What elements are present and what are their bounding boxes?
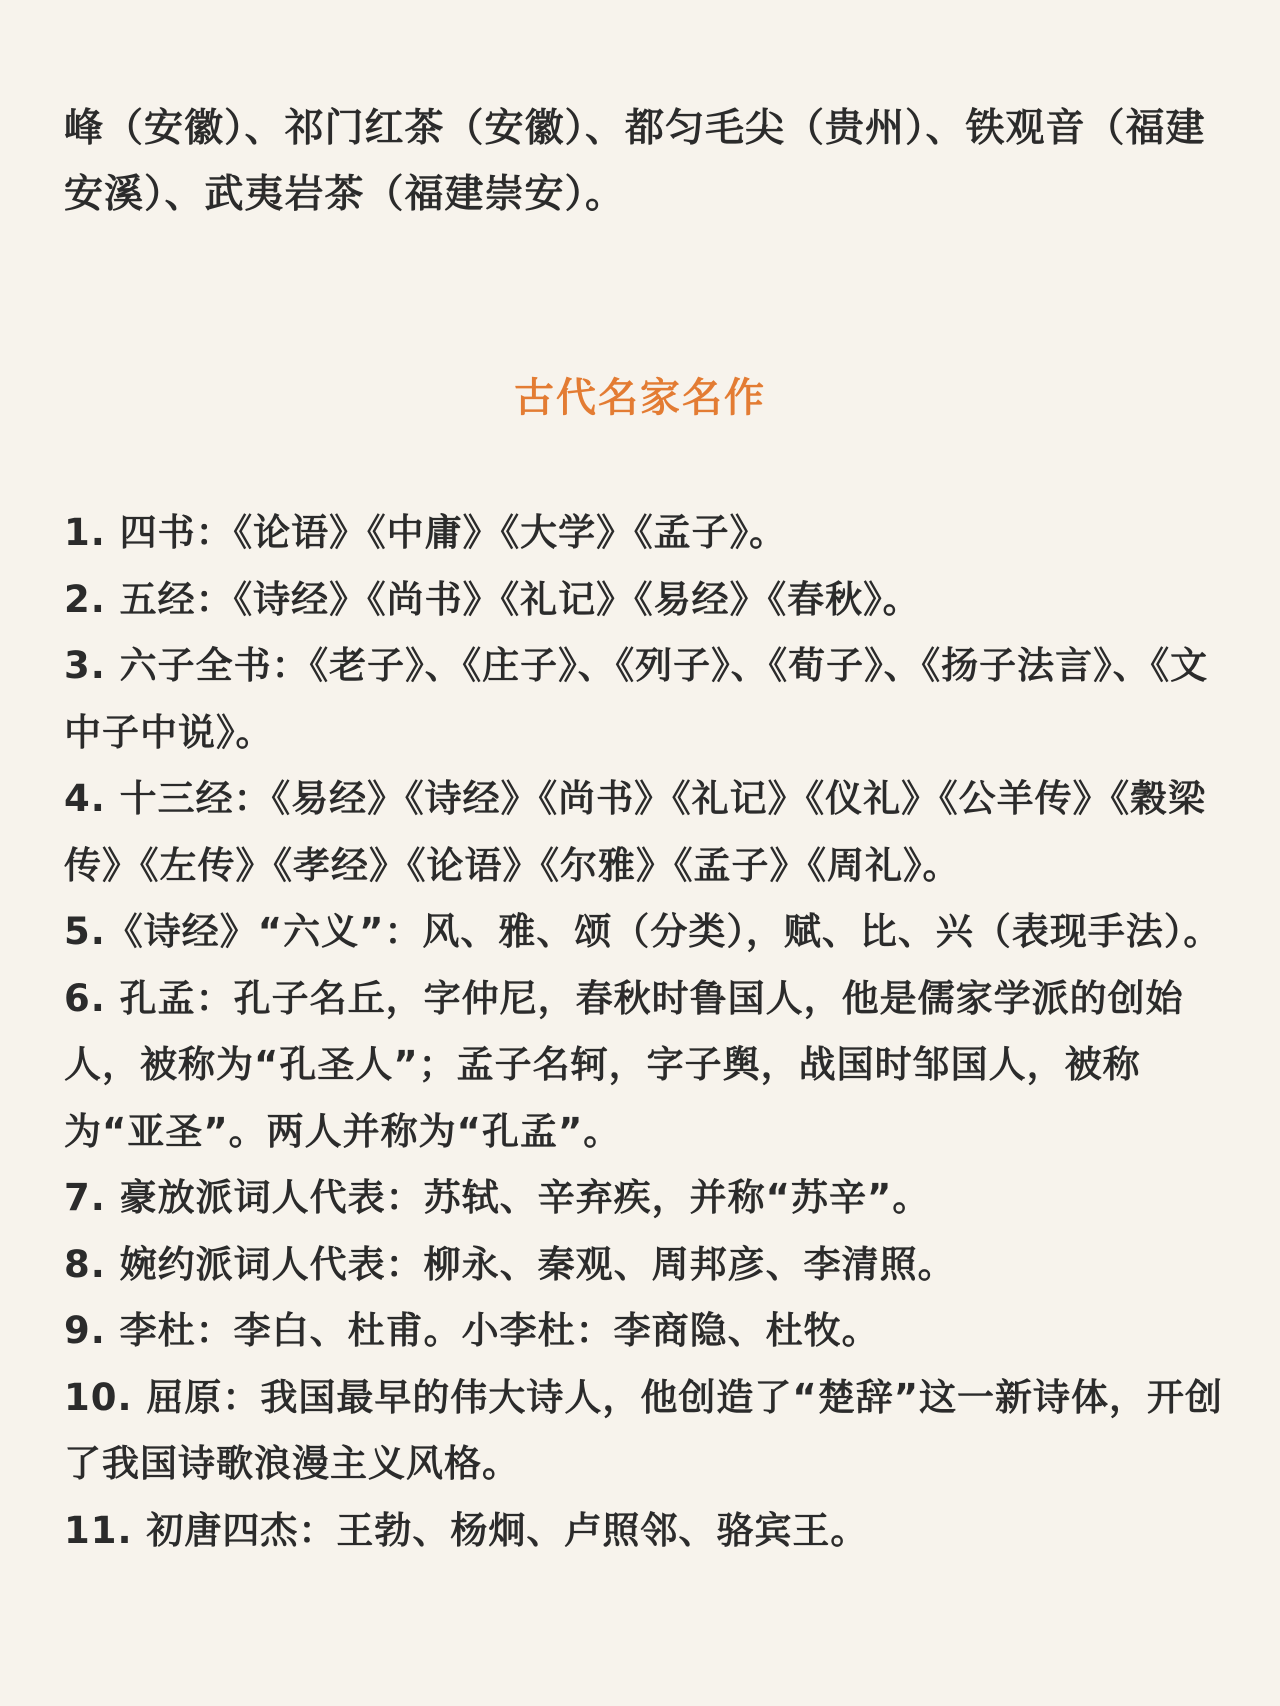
famous-works-list xyxy=(64,500,1224,1564)
list-item: 9. 李杜：李白、杜甫。小李杜：李商隐、杜牧。 xyxy=(64,1309,880,1352)
list-item: 11. 初唐四杰：王勃、杨炯、卢照邻、骆宾王。 xyxy=(64,1508,869,1552)
list-item: 6. 孔孟：孔子名丘，字仲尼，春秋时鲁国人，他是儒家学派的创始人，被称为“孔圣人”；孟子名轲，字子舆，战国时邹国人，被称为“亚圣”。两人并称为“孔孟”。 xyxy=(64,976,1184,1153)
list-item: 10. 屈原：我国最早的伟大诗人，他创造了“楚辞”这一新诗体，开创了我国诗歌浪漫主义风格。 xyxy=(64,1375,1224,1485)
intro-paragraph: 峰（安徽）、祁门红茶（安徽）、都匀毛尖（贵州）、铁观音（福建安溪）、武夷岩茶（福建崇安）。 xyxy=(64,106,1206,217)
section-title: 古代名家名作 xyxy=(514,375,766,421)
list-item: 4. 十三经：《易经》《诗经》《尚书》《礼记》《仪礼》《公羊传》《穀梁传》《左传》《孝经》《论语》《尔雅》《孟子》《周礼》。 xyxy=(64,777,1207,887)
list-item: 3. 六子全书：《老子》、《庄子》、《列子》、《荀子》、《扬子法言》、《文中子中说》。 xyxy=(64,644,1209,754)
list-item: 1. 四书：《论语》《中庸》《大学》《孟子》。 xyxy=(64,511,788,554)
list-item: 2. 五经：《诗经》《尚书》《礼记》《易经》《春秋》。 xyxy=(64,577,921,621)
list-item: 5.《诗经》“六义”：风、雅、颂（分类），赋、比、兴（表现手法）。 xyxy=(64,910,1222,953)
list-item: 8. 婉约派词人代表：柳永、秦观、周邦彦、李清照。 xyxy=(64,1242,956,1286)
list-item: 7. 豪放派词人代表：苏轼、辛弃疾，并称“苏辛”。 xyxy=(64,1176,931,1219)
